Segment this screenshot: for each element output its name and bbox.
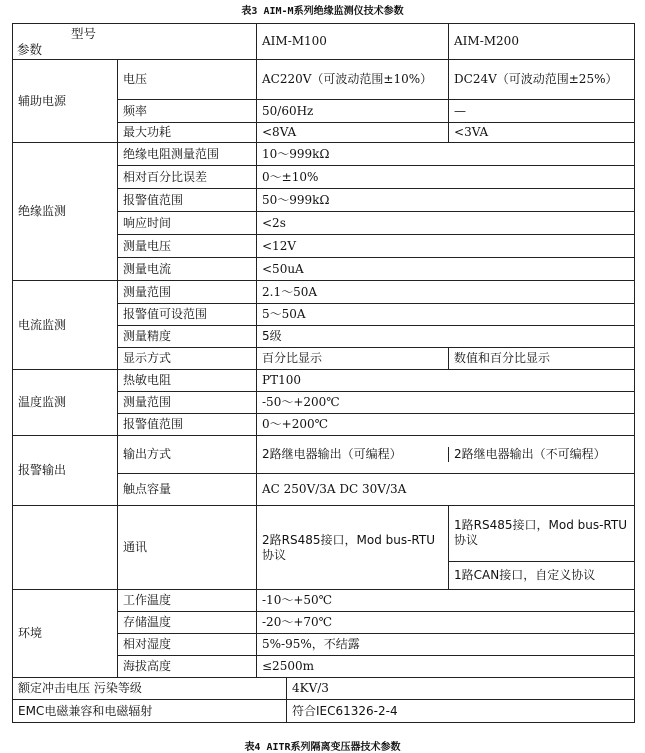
row-label: 测量电压 xyxy=(118,235,257,258)
cell-value: 符合IEC61326-2-4 xyxy=(287,700,635,723)
row-label: 报警值范围 xyxy=(118,189,257,212)
table-row xyxy=(13,143,635,166)
table-row xyxy=(13,436,635,474)
spec-table xyxy=(12,23,635,723)
cell-m200: 2路继电器输出（不可编程） xyxy=(454,447,606,461)
cell-value: ≤2500m xyxy=(257,656,635,678)
row-label: 测量范围 xyxy=(118,281,257,304)
cell-value: -20～+70℃ xyxy=(257,612,635,634)
row-label: 绝缘电阻测量范围 xyxy=(118,143,257,166)
cell-value: <12V xyxy=(257,235,635,258)
cell-value: <50uA xyxy=(257,258,635,281)
group-comm-empty xyxy=(13,506,118,590)
table-row xyxy=(13,370,635,392)
group-temperature: 温度监测 xyxy=(13,370,118,436)
table-caption-bottom: 表4 AITR系列隔离变压器技术参数 xyxy=(244,742,401,753)
header-diagonal-cell xyxy=(13,24,257,60)
row-label: 报警值范围 xyxy=(118,414,257,436)
cell-value: 4KV/3 xyxy=(287,678,635,700)
row-label: 热敏电阻 xyxy=(118,370,257,392)
cell-m200: — xyxy=(449,100,635,123)
cell-value: -50～+200℃ xyxy=(257,392,635,414)
group-insulation: 绝缘监测 xyxy=(13,143,118,281)
row-label: 报警值可设范围 xyxy=(118,304,257,326)
cell-value: 10～999kΩ xyxy=(257,143,635,166)
alarm-output-split xyxy=(257,436,635,474)
cell-m100: 2路RS485接口，Mod bus-RTU协议 xyxy=(257,506,449,589)
row-label: 测量范围 xyxy=(118,392,257,414)
table-header-row xyxy=(13,24,635,60)
cell-value: 5级 xyxy=(257,326,635,348)
cell-value: 0～±10% xyxy=(257,166,635,189)
table-row xyxy=(13,700,635,723)
cell-m100: 百分比显示 xyxy=(257,348,449,370)
row-label: 通讯 xyxy=(118,506,257,590)
cell-m200: <3VA xyxy=(449,123,635,143)
row-label: 测量电流 xyxy=(118,258,257,281)
row-label: 相对湿度 xyxy=(118,634,257,656)
table-caption-top: 表3 AIM-M系列绝缘监测仪技术参数 xyxy=(241,6,404,17)
param-label: 参数 xyxy=(17,42,43,57)
row-label: 相对百分比误差 xyxy=(118,166,257,189)
cell-value: 2.1～50A xyxy=(257,281,635,304)
cell-value: 5%-95%，不结露 xyxy=(257,634,635,656)
cell-value: AC 250V/3A DC 30V/3A xyxy=(257,474,635,506)
model-label: 型号 xyxy=(70,26,96,41)
row-label: 工作温度 xyxy=(118,590,257,612)
row-label: 海拔高度 xyxy=(118,656,257,678)
col-header-m100: AIM-M100 xyxy=(257,24,449,60)
table-row xyxy=(13,678,635,700)
cell-m100: 50/60Hz xyxy=(257,100,449,123)
row-label: 最大功耗 xyxy=(118,123,257,143)
row-label: 频率 xyxy=(118,100,257,123)
cell-m200-rs485: 1路RS485接口，Mod bus-RTU协议 xyxy=(454,518,628,548)
row-label: 响应时间 xyxy=(118,212,257,235)
row-label-wide: EMC电磁兼容和电磁辐射 xyxy=(13,700,287,723)
cell-m100: <8VA xyxy=(257,123,449,143)
row-label: 触点容量 xyxy=(118,474,257,506)
cell-m200: DC24V（可波动范围±25%） xyxy=(449,60,635,100)
table-row xyxy=(13,60,635,100)
row-label-wide: 额定冲击电压 污染等级 xyxy=(13,678,287,700)
row-label: 测量精度 xyxy=(118,326,257,348)
cell-value: 5～50A xyxy=(257,304,635,326)
group-environment: 环境 xyxy=(13,590,118,678)
comm-split xyxy=(257,506,635,590)
group-aux-power: 辅助电源 xyxy=(13,60,118,143)
cell-value: 50～999kΩ xyxy=(257,189,635,212)
cell-m200: 数值和百分比显示 xyxy=(449,348,635,370)
row-label: 电压 xyxy=(118,60,257,100)
cell-m200-can: 1路CAN接口，自定义协议 xyxy=(449,561,635,589)
group-alarm: 报警输出 xyxy=(13,436,118,506)
row-label: 输出方式 xyxy=(118,436,257,474)
cell-value: <2s xyxy=(257,212,635,235)
cell-m100: 2路继电器输出（可编程） xyxy=(257,447,449,462)
cell-m100: AC220V（可波动范围±10%） xyxy=(257,60,449,100)
cell-value: -10～+50℃ xyxy=(257,590,635,612)
cell-value: PT100 xyxy=(257,370,635,392)
table-row xyxy=(13,281,635,304)
row-label: 显示方式 xyxy=(118,348,257,370)
table-row xyxy=(13,506,635,590)
group-current: 电流监测 xyxy=(13,281,118,370)
cell-value: 0～+200℃ xyxy=(257,414,635,436)
row-label: 存储温度 xyxy=(118,612,257,634)
col-header-m200: AIM-M200 xyxy=(449,24,635,60)
table-row xyxy=(13,590,635,612)
